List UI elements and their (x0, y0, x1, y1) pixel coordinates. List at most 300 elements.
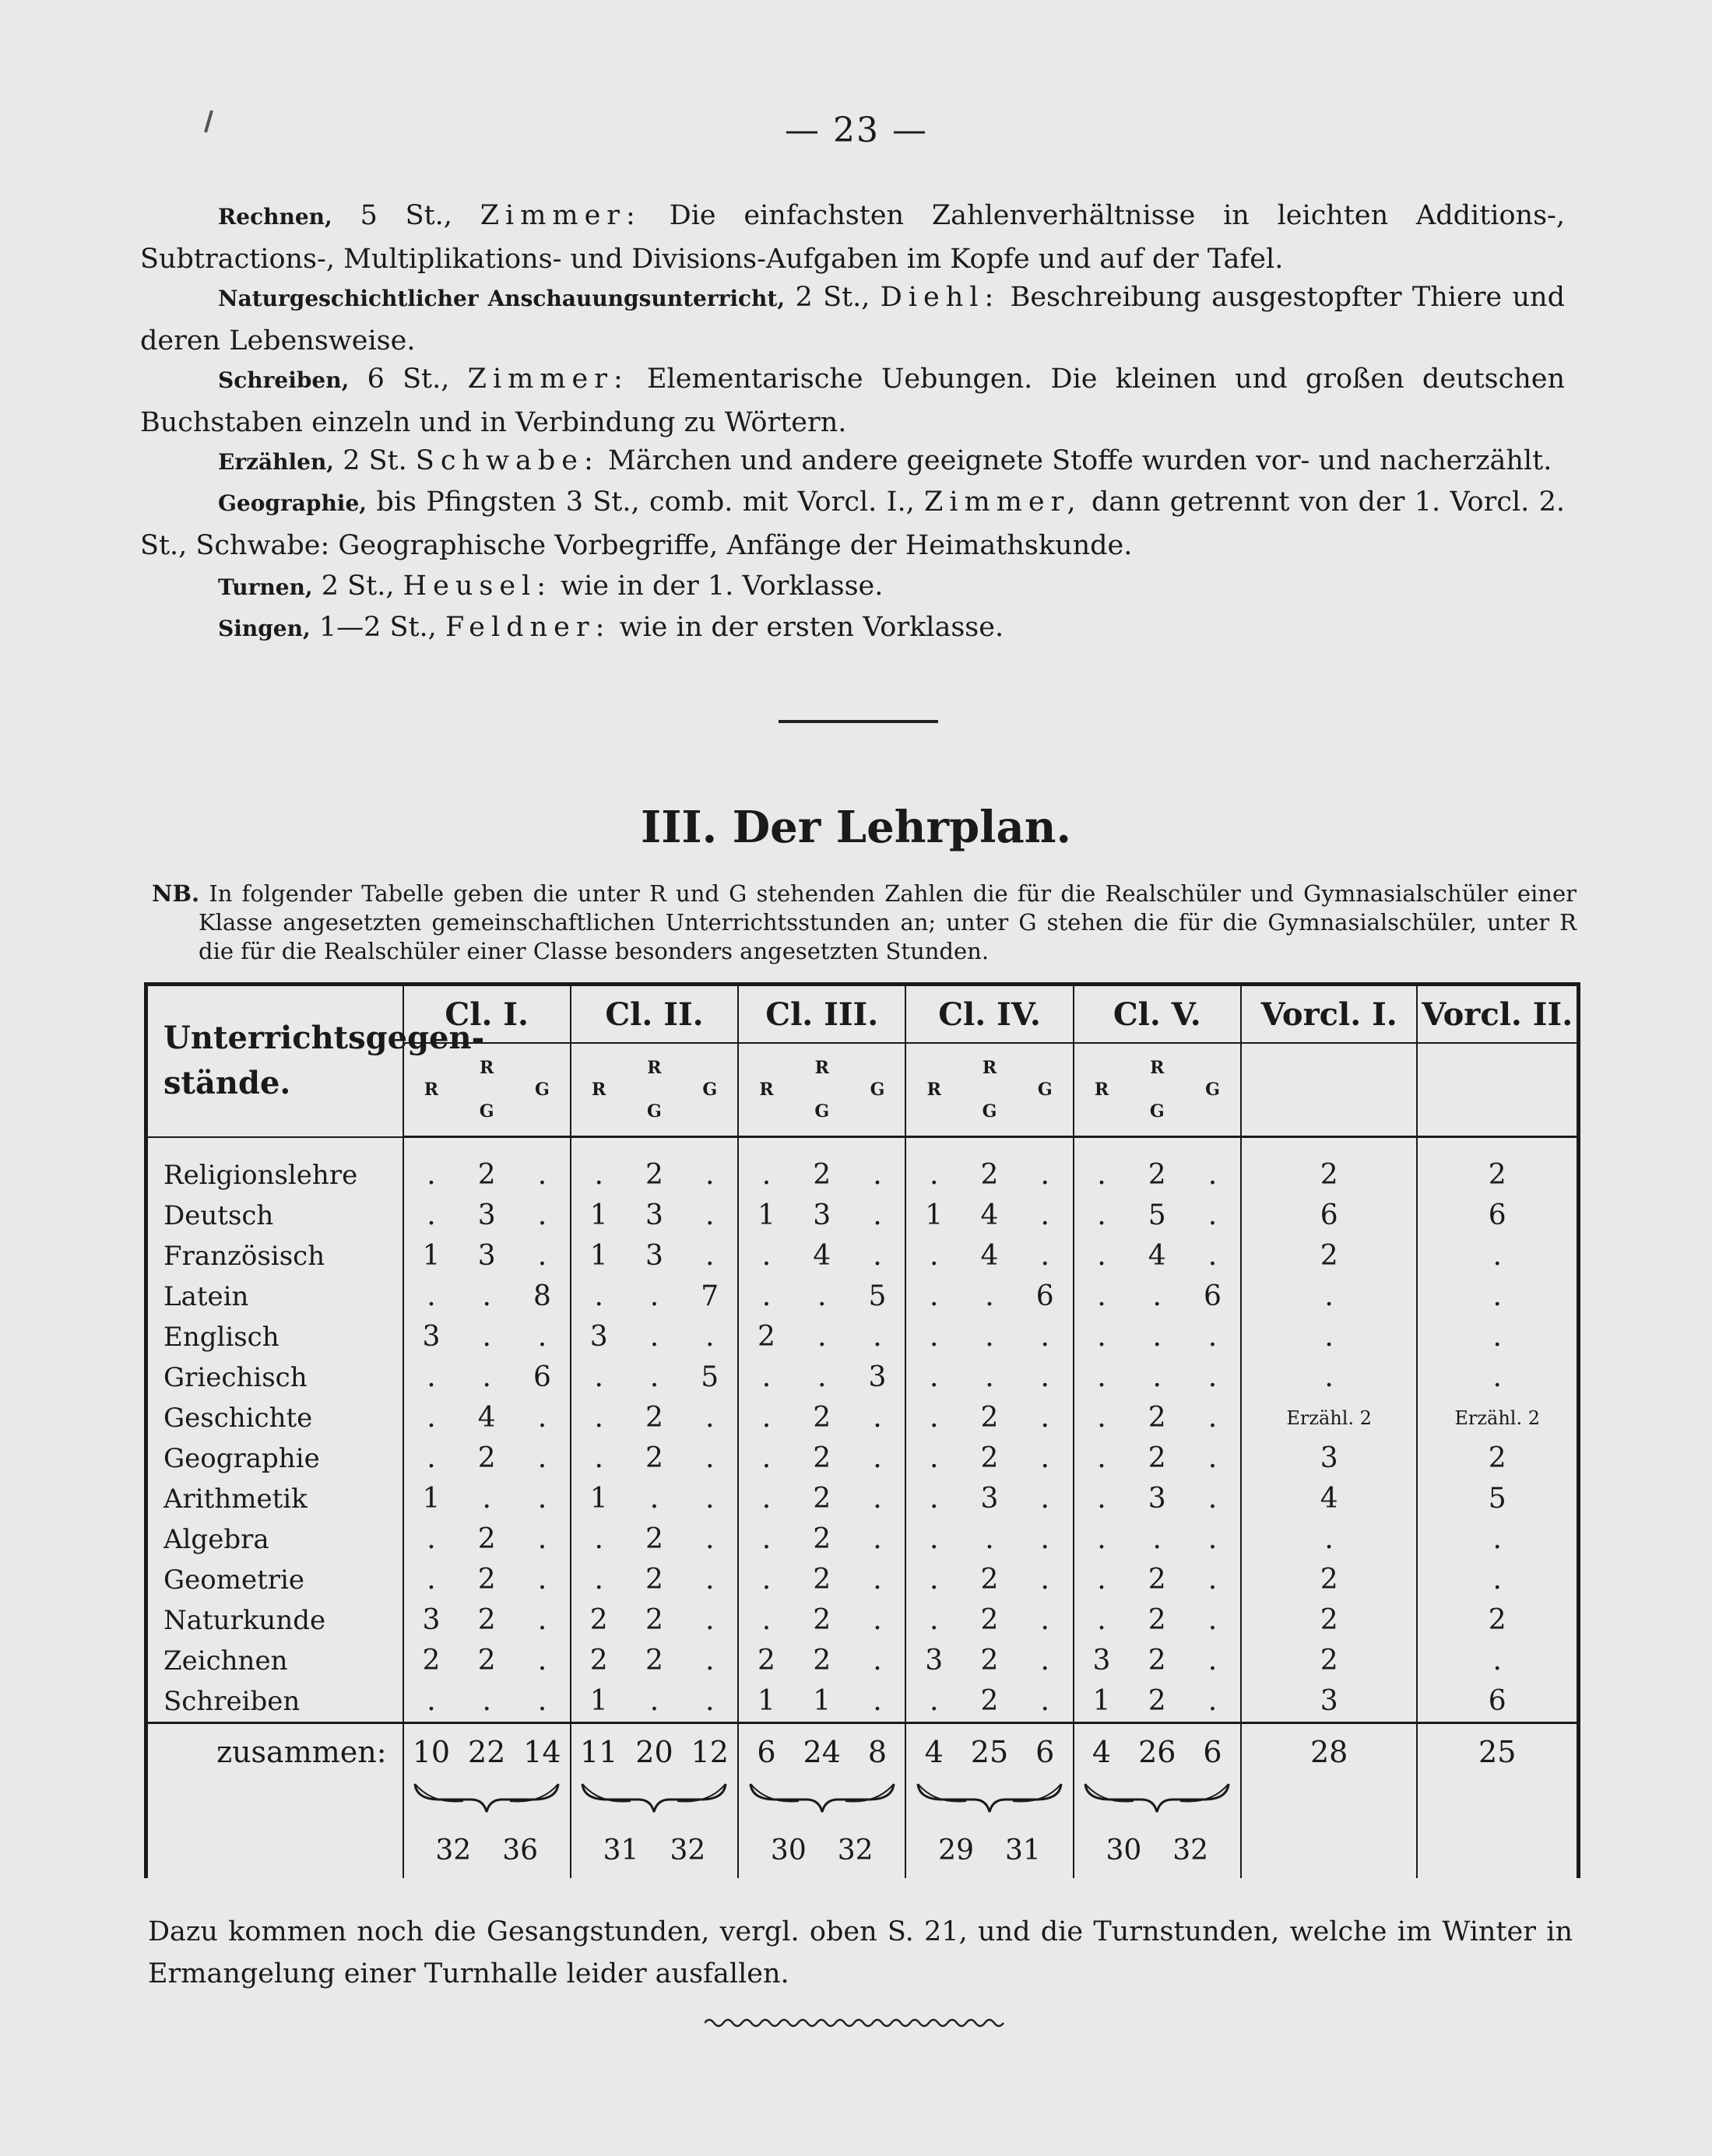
subject-cell: Zeichnen (146, 1641, 403, 1681)
class-header: Cl. V. (1074, 985, 1241, 1044)
sum-cell: 6 (738, 1722, 794, 1780)
hours-cell: . (537, 1240, 547, 1272)
class-header: Vorcl. II. (1417, 985, 1578, 1044)
page-number: — 23 — (785, 111, 928, 150)
hours-cell: 6 (533, 1361, 551, 1393)
hours-cell: . (403, 1398, 459, 1438)
hours-cell: 1 (738, 1681, 794, 1723)
hours-cell: . (905, 1317, 961, 1357)
rg-top-label: R (647, 1058, 662, 1078)
brace-row (146, 1780, 1579, 1824)
brace-mark (912, 1781, 1067, 1815)
hours-cell: . (482, 1280, 491, 1312)
rg-top-label: R (814, 1058, 829, 1078)
hours-cell: . (482, 1685, 491, 1717)
section-divider (779, 720, 938, 723)
hours-cell: . (571, 1519, 627, 1560)
hours-cell: . (873, 1199, 882, 1231)
brace-cell (905, 1780, 1073, 1824)
g-label: G (1205, 1080, 1220, 1100)
table-row (146, 1479, 1579, 1519)
vorcl-1-subheader (1241, 1043, 1418, 1137)
hours-cell: 1 (813, 1685, 831, 1717)
hours-cell: . (705, 1159, 715, 1192)
table-row (146, 1276, 1579, 1317)
hours-cell: 3 (571, 1317, 627, 1357)
hours-cell: 2 (1241, 1560, 1418, 1600)
rg-bottom-label: G (814, 1101, 830, 1122)
brace-mark (409, 1781, 564, 1815)
r-column-header (905, 1043, 961, 1137)
hours-cell: 2 (738, 1641, 794, 1681)
class-header: Cl. II. (571, 985, 738, 1044)
rg-column-header (459, 1043, 515, 1137)
g-label: G (702, 1080, 718, 1100)
hours-cell: 1 (403, 1236, 459, 1276)
hours-cell: . (1208, 1483, 1218, 1515)
hours-cell: . (537, 1442, 547, 1474)
hours-cell: . (1074, 1438, 1130, 1479)
sum-cell: 4 (905, 1722, 961, 1780)
hours-cell: . (1208, 1645, 1218, 1677)
hours-cell: 2 (980, 1402, 999, 1434)
hours-cell: 2 (571, 1600, 627, 1641)
table-row (146, 1681, 1579, 1723)
g-column-header (682, 1043, 738, 1137)
hours-cell: . (1208, 1442, 1218, 1474)
hours-cell: . (403, 1137, 459, 1196)
hours-cell: 4 (1241, 1479, 1418, 1519)
hours-cell: . (1074, 1519, 1130, 1560)
total-cell (571, 1824, 738, 1878)
hours-cell: 2 (1148, 1402, 1166, 1434)
sum-cell: 24 (794, 1722, 850, 1780)
hours-cell: . (873, 1402, 882, 1434)
hours-cell: 2 (980, 1645, 999, 1677)
hours-cell: 2 (477, 1604, 496, 1636)
hours-cell: . (1417, 1519, 1578, 1560)
hours-cell: . (873, 1159, 882, 1192)
total-cell (403, 1824, 571, 1878)
hours-cell: . (705, 1645, 715, 1677)
hours-cell: . (537, 1159, 547, 1192)
sum-cell: 4 (1074, 1722, 1130, 1780)
subject-cell: Englisch (146, 1317, 403, 1357)
hours-cell: . (905, 1357, 961, 1398)
vorcl-2-brace-spacer (1417, 1780, 1578, 1824)
hours-cell: 3 (403, 1600, 459, 1641)
hours-cell: . (1040, 1645, 1049, 1677)
paragraph-singen: Singen, 1—2 St., Feldner: wie in der ersten Vorklasse. (218, 612, 1004, 643)
rg-bottom-label: G (1149, 1101, 1165, 1122)
hours-cell: . (705, 1483, 715, 1515)
g-column-header (1018, 1043, 1074, 1137)
brace-cell (571, 1780, 738, 1824)
hours-cell: 6 (1417, 1196, 1578, 1236)
hours-cell: 2 (1148, 1645, 1166, 1677)
sum-cell: 6 (1185, 1722, 1241, 1780)
hours-cell: . (571, 1438, 627, 1479)
g-label: G (1037, 1080, 1053, 1100)
hours-cell: 2 (645, 1523, 663, 1555)
hours-cell: 2 (645, 1159, 663, 1192)
hours-cell: . (1074, 1317, 1130, 1357)
hours-cell: 2 (477, 1645, 496, 1677)
footer-paragraph: Dazu kommen noch die Gesangstunden, vergl. oben S. 21, und die Turnstunden, welche im Winter in Ermangelung einer Turnhalle leider ausfallen. (148, 1916, 1573, 1989)
hours-cell: 2 (813, 1442, 831, 1474)
total-realschule: 31 (603, 1835, 639, 1866)
hours-cell: . (905, 1681, 961, 1723)
class-header: Cl. I. (403, 985, 571, 1044)
r-column-header (1074, 1043, 1130, 1137)
g-column-header (1185, 1043, 1241, 1137)
total-realschule: 30 (1106, 1835, 1142, 1866)
vorcl-2-total-spacer (1417, 1824, 1578, 1878)
hours-cell: 2 (477, 1523, 496, 1555)
subject-cell: Griechisch (146, 1357, 403, 1398)
hours-cell: . (985, 1321, 994, 1353)
r-column-header (571, 1043, 627, 1137)
subject-column-header: Unterrichtsgegen-stände. (146, 985, 403, 1137)
hours-cell: . (905, 1519, 961, 1560)
hours-cell: . (1040, 1361, 1049, 1393)
hours-cell: . (705, 1685, 715, 1717)
hours-cell: . (738, 1479, 794, 1519)
brace-cell (738, 1780, 905, 1824)
hours-cell: 6 (1241, 1196, 1418, 1236)
hours-cell: 2 (1148, 1604, 1166, 1636)
hours-cell: 3 (403, 1317, 459, 1357)
hours-cell: . (537, 1523, 547, 1555)
hours-cell: 4 (980, 1240, 999, 1272)
hours-cell: . (1208, 1159, 1218, 1192)
total-gymnasium: 32 (1172, 1835, 1209, 1866)
hours-cell: . (1208, 1564, 1218, 1596)
hours-cell: . (738, 1357, 794, 1398)
total-realschule: 29 (938, 1835, 974, 1866)
sum-cell: 25 (961, 1722, 1018, 1780)
hours-cell: 2 (1148, 1442, 1166, 1474)
subject-cell: Französisch (146, 1236, 403, 1276)
hours-cell: 3 (813, 1199, 831, 1231)
hours-cell: . (873, 1523, 882, 1555)
subject-cell: Algebra (146, 1519, 403, 1560)
hours-cell: . (1074, 1236, 1130, 1276)
hours-cell: . (738, 1276, 794, 1317)
subject-cell: Geographie (146, 1438, 403, 1479)
subject-cell: Schreiben (146, 1681, 403, 1723)
hours-cell: 2 (645, 1564, 663, 1596)
sum-cell: 8 (850, 1722, 906, 1780)
hours-cell: . (873, 1483, 882, 1515)
hours-cell: . (1241, 1357, 1418, 1398)
brace-mark (576, 1781, 732, 1815)
hours-cell: . (1074, 1600, 1130, 1641)
sum-label: zusammen: (146, 1722, 403, 1780)
hours-cell: . (649, 1361, 659, 1393)
hours-cell: . (1417, 1317, 1578, 1357)
hours-cell: 2 (477, 1159, 496, 1192)
total-gymnasium: 36 (502, 1835, 538, 1866)
hours-cell: 1 (571, 1681, 627, 1723)
sum-row (146, 1722, 1579, 1780)
hours-cell: 2 (980, 1442, 999, 1474)
hours-cell: Erzähl. 2 (1241, 1398, 1418, 1438)
hours-cell: . (403, 1357, 459, 1398)
paragraph-rechnen: Rechnen, 5 St., Zimmer: Die einfachsten Zahlenverhältnisse in leichten Additions-, Subtractions-, Multiplikations- und Divisions-Aufgaben im Kopfe und auf der Tafel. (140, 200, 1565, 275)
hours-cell: . (537, 1604, 547, 1636)
hours-cell: . (537, 1402, 547, 1434)
hours-cell: . (649, 1321, 659, 1353)
hours-cell: . (705, 1199, 715, 1231)
hours-cell: 4 (980, 1199, 999, 1231)
hours-cell: 1 (571, 1479, 627, 1519)
hours-cell: . (1040, 1564, 1049, 1596)
rg-top-label: R (982, 1058, 997, 1078)
hours-cell: 6 (1204, 1280, 1222, 1312)
hours-cell: 2 (813, 1523, 831, 1555)
total-gymnasium: 31 (1004, 1835, 1041, 1866)
hours-cell: 3 (868, 1361, 887, 1393)
hours-cell: . (1208, 1240, 1218, 1272)
table-row (146, 1519, 1579, 1560)
subject-cell: Latein (146, 1276, 403, 1317)
hours-cell: 2 (980, 1564, 999, 1596)
hours-cell: . (403, 1276, 459, 1317)
table-row (146, 1398, 1579, 1438)
hours-cell: . (1208, 1604, 1218, 1636)
hours-cell: 2 (645, 1402, 663, 1434)
hours-cell: . (905, 1276, 961, 1317)
hours-cell: 2 (1148, 1685, 1166, 1717)
vorcl-2-subheader (1417, 1043, 1578, 1137)
subject-cell: Geschichte (146, 1398, 403, 1438)
paragraph-naturgeschichte: Naturgeschichtlicher Anschauungsunterricht, 2 St., Diehl: Beschreibung ausgestopfter Thiere und deren Lebensweise. (140, 282, 1565, 356)
hours-cell: 3 (1148, 1483, 1166, 1515)
hours-cell: . (649, 1280, 659, 1312)
total-cell (738, 1824, 905, 1878)
rg-column-header (1129, 1043, 1185, 1137)
hours-cell: . (705, 1442, 715, 1474)
hours-cell: . (817, 1321, 827, 1353)
rg-bottom-label: G (647, 1101, 662, 1122)
hours-cell: 2 (403, 1641, 459, 1681)
hours-cell: . (985, 1523, 994, 1555)
hours-cell: . (537, 1321, 547, 1353)
hours-cell: . (1040, 1159, 1049, 1192)
hours-cell: . (537, 1685, 547, 1717)
hours-cell: 3 (980, 1483, 999, 1515)
hours-cell: 2 (738, 1317, 794, 1357)
brace-mark (1079, 1781, 1235, 1815)
table-row (146, 1600, 1579, 1641)
sum-cell: 22 (459, 1722, 515, 1780)
hours-cell: . (403, 1196, 459, 1236)
hours-cell: . (1040, 1604, 1049, 1636)
hours-cell: . (1074, 1137, 1130, 1196)
ornamental-rule (705, 2016, 1008, 2030)
hours-cell: . (873, 1564, 882, 1596)
hours-cell: 2 (813, 1483, 831, 1515)
hours-cell: . (403, 1560, 459, 1600)
hours-cell: . (705, 1564, 715, 1596)
hours-cell: . (1040, 1240, 1049, 1272)
hours-cell: 2 (813, 1604, 831, 1636)
class-header: Vorcl. I. (1241, 985, 1418, 1044)
hours-cell: . (1241, 1519, 1418, 1560)
hours-cell: . (537, 1564, 547, 1596)
hours-cell: . (571, 1560, 627, 1600)
totals-spacer (146, 1824, 403, 1878)
sum-cell: 26 (1129, 1722, 1185, 1780)
hours-cell: 2 (1241, 1236, 1418, 1276)
hours-cell: . (1074, 1196, 1130, 1236)
paragraph-schreiben: Schreiben, 6 St., Zimmer: Elementarische Uebungen. Die kleinen und großen deutschen Buchstaben einzeln und in Verbindung zu Wörtern. (140, 363, 1566, 438)
hours-cell: 2 (1241, 1137, 1418, 1196)
hours-cell: 3 (1074, 1641, 1130, 1681)
hours-cell: . (571, 1398, 627, 1438)
hours-cell: 5 (868, 1280, 887, 1312)
rg-top-label: R (1150, 1058, 1165, 1078)
hours-cell: . (738, 1137, 794, 1196)
vorcl-1-brace-spacer (1241, 1780, 1418, 1824)
hours-cell: 8 (533, 1280, 551, 1312)
hours-cell: . (1152, 1280, 1162, 1312)
r-label: R (1094, 1080, 1109, 1100)
hours-cell: . (817, 1361, 827, 1393)
hours-cell: . (1040, 1523, 1049, 1555)
subject-cell: Religionslehre (146, 1137, 403, 1196)
hours-cell: 2 (813, 1564, 831, 1596)
hours-cell: . (905, 1398, 961, 1438)
hours-cell: 1 (571, 1196, 627, 1236)
hours-cell: . (738, 1438, 794, 1479)
sum-cell: 10 (403, 1722, 459, 1780)
hours-cell: Erzähl. 2 (1417, 1398, 1578, 1438)
hours-cell: . (1208, 1523, 1218, 1555)
hours-cell: 2 (645, 1645, 663, 1677)
hours-cell: . (738, 1398, 794, 1438)
hours-cell: . (482, 1361, 491, 1393)
g-label: G (535, 1080, 550, 1100)
hours-cell: . (482, 1321, 491, 1353)
hours-cell: 1 (403, 1479, 459, 1519)
total-cell (905, 1824, 1073, 1878)
hours-cell: . (1208, 1402, 1218, 1434)
total-realschule: 32 (435, 1835, 472, 1866)
hours-cell: . (705, 1402, 715, 1434)
total-gymnasium: 32 (670, 1835, 706, 1866)
table-row (146, 1236, 1579, 1276)
hours-cell: 2 (477, 1564, 496, 1596)
r-column-header (738, 1043, 794, 1137)
hours-cell: . (705, 1240, 715, 1272)
rg-bottom-label: G (982, 1101, 997, 1122)
hours-cell: . (1074, 1479, 1130, 1519)
hours-cell: 5 (1148, 1199, 1166, 1231)
section-heading: III. Der Lehrplan. (641, 802, 1071, 853)
hours-cell: . (1074, 1276, 1130, 1317)
hours-cell: . (905, 1137, 961, 1196)
hours-cell: 2 (813, 1402, 831, 1434)
hours-cell: . (873, 1321, 882, 1353)
hours-cell: . (873, 1685, 882, 1717)
hours-cell: . (1208, 1321, 1218, 1353)
hours-cell: 3 (1241, 1681, 1418, 1723)
g-label: G (870, 1080, 885, 1100)
hours-cell: . (403, 1681, 459, 1723)
hours-cell: . (1152, 1361, 1162, 1393)
brace-spacer (146, 1780, 403, 1824)
hours-cell: . (738, 1560, 794, 1600)
r-label: R (926, 1080, 941, 1100)
lehrplan-table (144, 982, 1580, 1878)
subject-cell: Geometrie (146, 1560, 403, 1600)
hours-cell: 3 (477, 1240, 496, 1272)
nb-note: NB. In folgender Tabelle geben die unter R und G stehenden Zahlen die für die Realschüler und Gymnasialschüler einer Klasse angesetzten gemeinschaftlichen Unterrichtsstunden an; unter G stehen die für die Gymnasialschüler, unter R die für die Realschüler einer Classe besonders angesetzten Stunden. (152, 880, 1577, 964)
hours-cell: . (738, 1600, 794, 1641)
hours-cell: . (403, 1438, 459, 1479)
total-realschule: 30 (770, 1835, 807, 1866)
hours-cell: . (1417, 1357, 1578, 1398)
hours-cell: 3 (645, 1199, 663, 1231)
paragraph-geographie: Geographie, bis Pfingsten 3 St., comb. mit Vorcl. I., Zimmer, dann getrennt von der 1. Vorcl. 2. St., Schwabe: Geographische Vorbegriffe, Anfänge der Heimathskunde. (140, 486, 1565, 561)
sum-cell: 25 (1417, 1722, 1578, 1780)
hours-cell: 2 (1241, 1641, 1418, 1681)
hours-cell: . (905, 1600, 961, 1641)
rg-column-header (961, 1043, 1018, 1137)
hours-cell: 4 (477, 1402, 496, 1434)
hours-cell: 4 (813, 1240, 831, 1272)
vorcl-1-total-spacer (1241, 1824, 1418, 1878)
hours-cell: . (571, 1357, 627, 1398)
hours-cell: . (985, 1361, 994, 1393)
brace-cell (403, 1780, 571, 1824)
hours-cell: 2 (645, 1604, 663, 1636)
hours-cell: . (1208, 1199, 1218, 1231)
hours-cell: . (873, 1240, 882, 1272)
sum-cell: 14 (515, 1722, 571, 1780)
hours-cell: . (649, 1685, 659, 1717)
class-header: Cl. IV. (905, 985, 1073, 1044)
rg-column-header (794, 1043, 850, 1137)
sum-cell: 28 (1241, 1722, 1418, 1780)
hours-cell: . (1074, 1357, 1130, 1398)
totals-row (146, 1824, 1579, 1878)
hours-cell: 1 (905, 1196, 961, 1236)
hours-cell: . (873, 1645, 882, 1677)
hours-cell: . (1417, 1276, 1578, 1317)
hours-cell: 2 (645, 1442, 663, 1474)
hours-cell: . (1040, 1442, 1049, 1474)
hours-cell: . (537, 1199, 547, 1231)
hours-cell: 1 (738, 1196, 794, 1236)
hours-cell: 5 (701, 1361, 719, 1393)
hours-cell: 2 (477, 1442, 496, 1474)
subject-cell: Arithmetik (146, 1479, 403, 1519)
hours-cell: . (705, 1604, 715, 1636)
hours-cell: . (1152, 1321, 1162, 1353)
hours-cell: . (1074, 1560, 1130, 1600)
hours-cell: . (1152, 1523, 1162, 1555)
sum-cell: 6 (1018, 1722, 1074, 1780)
hours-cell: 1 (1074, 1681, 1130, 1723)
hours-cell: . (1040, 1483, 1049, 1515)
hours-cell: 2 (813, 1645, 831, 1677)
ink-blot (201, 109, 216, 135)
table-row (146, 1317, 1579, 1357)
hours-cell: . (1208, 1685, 1218, 1717)
